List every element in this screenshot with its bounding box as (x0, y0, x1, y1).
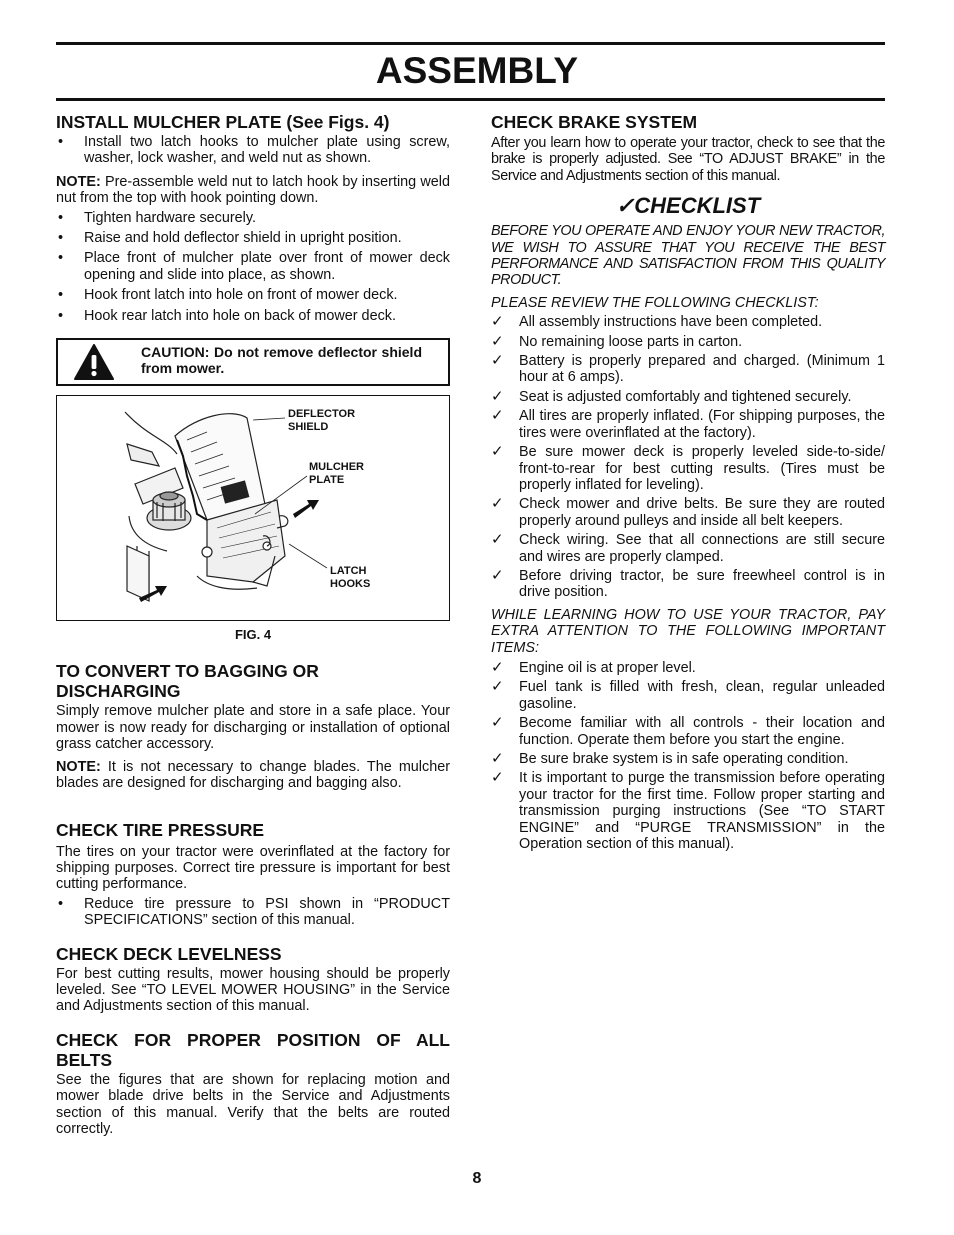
note-text: Pre-assemble weld nut to latch hook by inserting weld nut from the top with hook pointing down. (56, 173, 451, 207)
list-item: ✓ All assembly instructions have been completed. (491, 313, 823, 331)
list-item: • Reduce tire pressure to PSI shown in “PRODUCT SPECIFICATIONS” section of this manual. (56, 896, 450, 929)
checklist-heading: ✓CHECKLIST (615, 193, 761, 219)
check-mark-icon: ✓ (491, 332, 504, 350)
check-mark-icon: ✓ (491, 678, 504, 696)
list-item: ✓ Be sure brake system is in safe operating condition. (491, 750, 849, 767)
list-item: • Install two latch hooks to mulcher plate using screw, washer, lock washer, and weld nut as shown. (56, 134, 450, 167)
check-mark-icon: ✓ (491, 387, 504, 405)
checklist-items-2 (491, 660, 885, 852)
tire-heading: CHECK TIRE PRESSURE (56, 819, 265, 840)
tire-text: The tires on your tractor were overinflated at the factory for shipping purposes. Correct tire pressure is important for best cutting performance. (56, 843, 450, 893)
caution-box (56, 338, 450, 386)
check-mark-icon: ✓ (491, 769, 504, 787)
check-mark-icon: ✓ (491, 352, 504, 370)
belts-text: See the figures that are shown for replacing motion and mower blade drive belts in the Service and Adjustments section of this manual. Verify that the belts are routed correctly. (56, 1071, 450, 1137)
check-mark-icon: ✓ (491, 658, 504, 676)
convert-heading: TO CONVERT TO BAGGING OR DISCHARGING (56, 661, 319, 702)
list-item: ✓ Engine oil is at proper level. (491, 658, 696, 676)
figure-caption: FIG. 4 (234, 627, 272, 643)
list-item: ✓ All tires are properly inflated. (For shipping purposes, the tires were overinflated at the factory). (491, 407, 885, 441)
page-number: 8 (472, 1170, 482, 1187)
warning-icon (74, 344, 114, 381)
list-item: ✓ Seat is adjusted comfortably and tightened securely. (491, 387, 852, 405)
convert-note (56, 759, 450, 792)
list-item: ✓ Before driving tractor, be sure freewheel control is in drive position. (491, 566, 885, 601)
figure-4 (56, 395, 450, 621)
list-item: ✓ Fuel tank is filled with fresh, clean, regular unleaded gasoline. (491, 678, 885, 712)
checklist-items (491, 314, 885, 601)
mulcher-heading: INSTALL MULCHER PLATE (See Figs. 4) (56, 112, 390, 132)
list-item: ✓ Be sure mower deck is properly leveled side-to-side/ front-to-rear for best cutting results. (Tires must be properly inflated for leveling). (491, 443, 885, 493)
mulcher-list-1 (56, 134, 450, 167)
list-item: ✓ No remaining loose parts in carton. (491, 332, 743, 350)
check-mark-icon: ✓ (491, 313, 504, 331)
list-item: • Raise and hold deflector shield in upright position. (56, 230, 450, 246)
checklist-review: PLEASE REVIEW THE FOLLOWING CHECKLIST: (491, 294, 819, 311)
list-item: ✓ Battery is properly prepared and charged. (Minimum 1 hour at 6 amps). (491, 352, 885, 386)
check-mark-icon: ✓ (491, 531, 504, 549)
list-item: • Hook rear latch into hole on back of mower deck. (56, 308, 450, 324)
page-title: ASSEMBLY (375, 50, 579, 91)
check-mark-icon: ✓ (491, 566, 504, 584)
top-rule (56, 42, 885, 45)
caution-text: CAUTION: Do not remove deflector shield from mower. (141, 344, 422, 377)
left-column (56, 112, 450, 1137)
list-item: ✓ Check mower and drive belts. Be sure they are routed properly around pulleys and inside all belt keepers. (491, 495, 885, 529)
check-mark-icon: ✓ (491, 443, 504, 461)
brake-heading: CHECK BRAKE SYSTEM (491, 112, 698, 132)
deck-heading: CHECK DECK LEVELNESS (56, 943, 282, 964)
right-column (491, 112, 885, 852)
list-item: • Place front of mulcher plate over front of mower deck opening and slide into place, as shown. (56, 250, 450, 283)
list-item: • Hook front latch into hole on front of mower deck. (56, 287, 450, 303)
mulcher-list-2 (56, 210, 450, 324)
list-item: • Tighten hardware securely. (56, 210, 450, 226)
check-mark-icon: ✓ (491, 495, 504, 513)
brake-text: After you learn how to operate your tractor, check to see that the brake is properly adjusted. See “TO ADJUST BRAKE” in the Service and Adjustments section of this manual. (491, 135, 885, 184)
checklist-learning: WHILE LEARNING HOW TO USE YOUR TRACTOR, PAY EXTRA ATTENTION TO THE FOLLOWING IMPORTANT ITEMS: (491, 606, 885, 656)
belts-heading: CHECK FOR PROPER POSITION OF ALL BELTS (56, 1029, 450, 1070)
check-mark-icon: ✓ (491, 714, 504, 732)
list-item: ✓ Become familiar with all controls - their location and function. Operate them before you start the engine. (491, 714, 885, 748)
convert-text: Simply remove mulcher plate and store in a safe place. Your mower is now ready for discharging or installation of optional grass catcher accessory. (56, 703, 450, 753)
title-underline (56, 98, 885, 101)
tire-list (56, 896, 450, 929)
checklist-intro: BEFORE YOU OPERATE AND ENJOY YOUR NEW TRACTOR, WE WISH TO ASSURE THAT YOU RECEIVE THE BEST PERFORMANCE AND SATISFACTION FROM THIS QUALITY PRODUCT. (491, 223, 885, 289)
label-latch-hooks: LATCH HOOKS (330, 565, 371, 591)
check-mark-icon: ✓ (491, 750, 504, 767)
label-deflector-shield: DEFLECTOR SHIELD (288, 408, 356, 434)
mulcher-note (56, 174, 450, 207)
list-item: ✓ It is important to purge the transmission before operating your tractor for the first time. Follow proper starting and transmission purging instructions (See “TO START ENGINE” and “PURGE TRANSMISSION” in the Operation section of this manual). (491, 769, 885, 853)
note-label: NOTE: (56, 758, 101, 775)
note-text: It is not necessary to change blades. The mulcher blades are designed for discharging and bagging also. (56, 758, 450, 792)
list-item: ✓ Check wiring. See that all connections are still secure and wires are properly clamped. (491, 531, 885, 565)
label-mulcher-plate: MULCHER PLATE (309, 461, 364, 487)
mulcher-plate-illustration (57, 396, 448, 617)
note-label: NOTE: (56, 173, 101, 190)
check-mark-icon: ✓ (491, 407, 504, 425)
deck-text: For best cutting results, mower housing should be properly leveled. See “TO LEVEL MOWER HOUSING” in the Service and Adjustments section of this manual. (56, 965, 450, 1015)
